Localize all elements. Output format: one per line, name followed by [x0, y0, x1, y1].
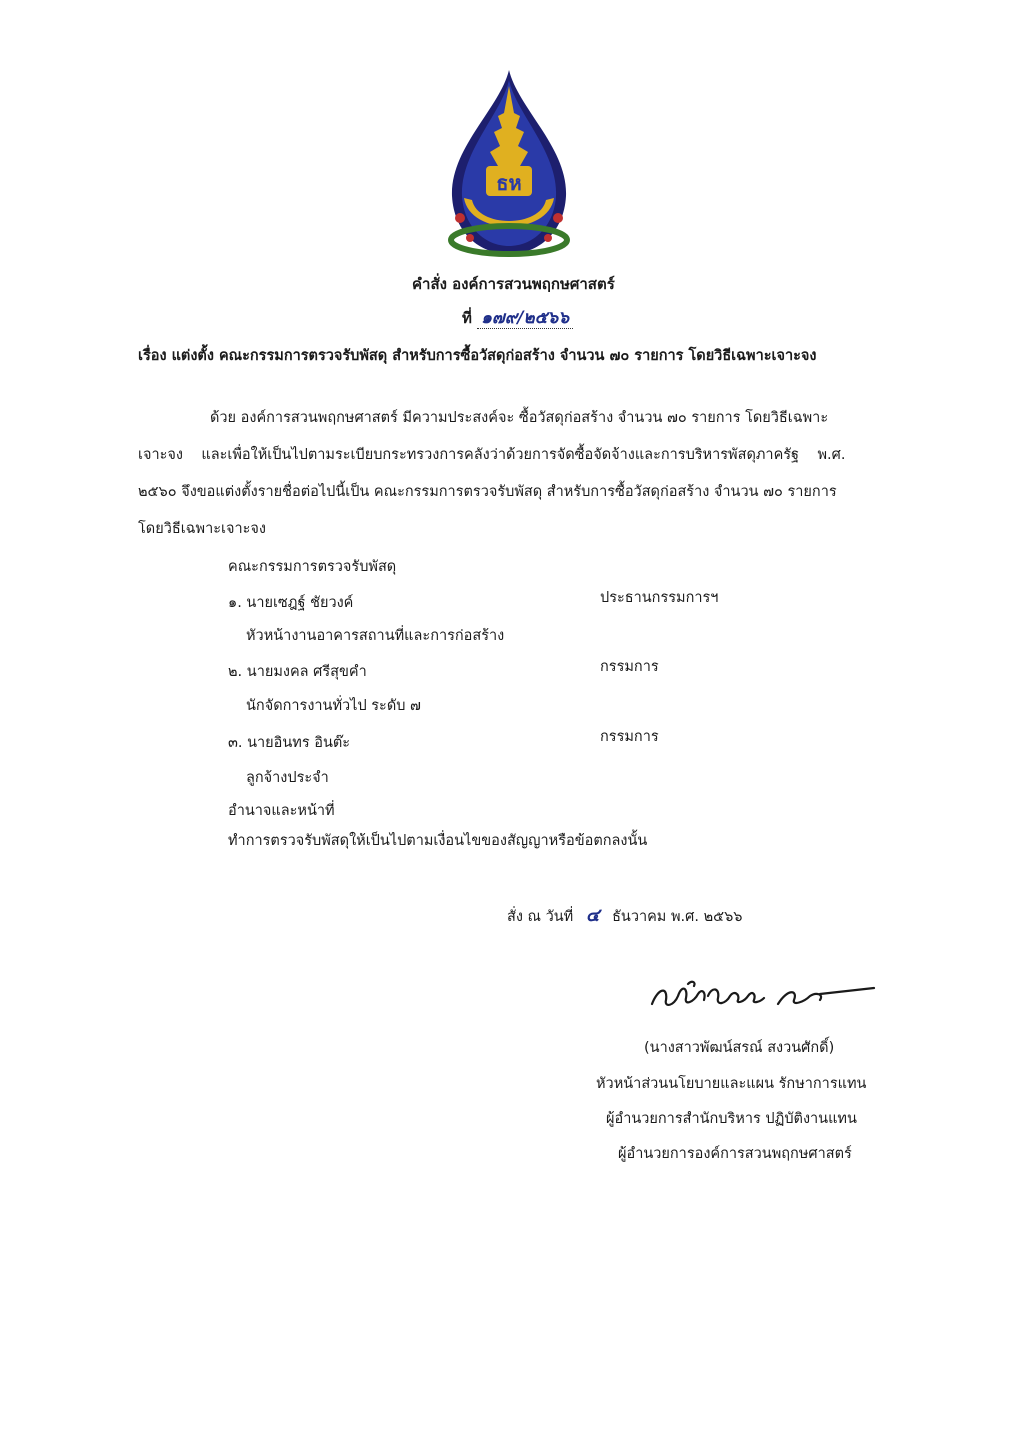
member-position: หัวหน้างานอาคารสถานที่และการก่อสร้าง [246, 628, 505, 644]
member-role: กรรมการ [600, 729, 659, 745]
paragraph-line-2: เจาะจง และเพื่อให้เป็นไปตามระเบียบกระทรวงการคลังว่าด้วยการจัดซื้อจัดจ้างและการบริหารพัสดุภาครัฐ พ.ศ. [138, 447, 846, 463]
member-role: กรรมการ [600, 659, 659, 675]
date-suffix: ธันวาคม พ.ศ. ๒๕๖๖ [612, 909, 743, 925]
svg-text:ธห: ธห [496, 171, 522, 195]
order-date [507, 900, 743, 929]
signer-title-line: หัวหน้าส่วนนโยบายและแผน รักษาการแทน [596, 1076, 867, 1092]
signer-name: (นางสาวพัฒน์สรณ์ สงวนศักดิ์) [644, 1040, 835, 1056]
paragraph-line-3: ๒๕๖๐ จึงขอแต่งตั้งรายชื่อต่อไปนี้เป็น คณะกรรมการตรวจรับพัสดุ สำหรับการซื้อวัสดุก่อสร้าง จำนวน ๗๐ รายการ [138, 484, 837, 500]
duty-heading: อำนาจและหน้าที่ [228, 803, 335, 819]
member-role: ประธานกรรมการฯ [600, 590, 719, 606]
duty-text: ทำการตรวจรับพัสดุให้เป็นไปตามเงื่อนไขของสัญญาหรือข้อตกลงนั้น [228, 833, 648, 849]
paragraph-line-4: โดยวิธีเฉพาะเจาะจง [138, 521, 266, 537]
committee-heading: คณะกรรมการตรวจรับพัสดุ [228, 559, 397, 575]
royal-crest-logo-icon [440, 68, 578, 260]
order-number [462, 304, 573, 331]
signer-title-line: ผู้อำนวยการองค์การสวนพฤกษศาสตร์ [618, 1146, 852, 1162]
date-prefix: สั่ง ณ วันที่ [507, 909, 574, 925]
signer-title-line: ผู้อำนวยการสำนักบริหาร ปฏิบัติงานแทน [606, 1111, 857, 1127]
number-value: ๑๗๙/๒๕๖๖ [477, 308, 573, 329]
member-position: นักจัดการงานทั่วไป ระดับ ๗ [246, 698, 421, 714]
paragraph-line-1: ด้วย องค์การสวนพฤกษศาสตร์ มีความประสงค์จะ ซื้อวัสดุก่อสร้าง จำนวน ๗๐ รายการ โดยวิธีเฉพาะ [210, 410, 829, 426]
number-prefix: ที่ [462, 309, 472, 327]
date-day: ๔ [585, 905, 600, 926]
member-name: ๓. นายอินทร อินต๊ะ [228, 735, 351, 751]
member-name: ๒. นายมงคล ศรีสุขคำ [228, 664, 367, 680]
order-title: คำสั่ง องค์การสวนพฤกษศาสตร์ [412, 275, 615, 293]
member-name: ๑. นายเซฎฐ์ ชัยวงค์ [228, 595, 354, 611]
member-position: ลูกจ้างประจำ [246, 770, 329, 786]
order-subject: เรื่อง แต่งตั้ง คณะกรรมการตรวจรับพัสดุ สำหรับการซื้อวัสดุก่อสร้าง จำนวน ๗๐ รายการ โดยวิธีเฉพาะเจาะจง [138, 348, 817, 364]
signature-icon [648, 978, 878, 1018]
